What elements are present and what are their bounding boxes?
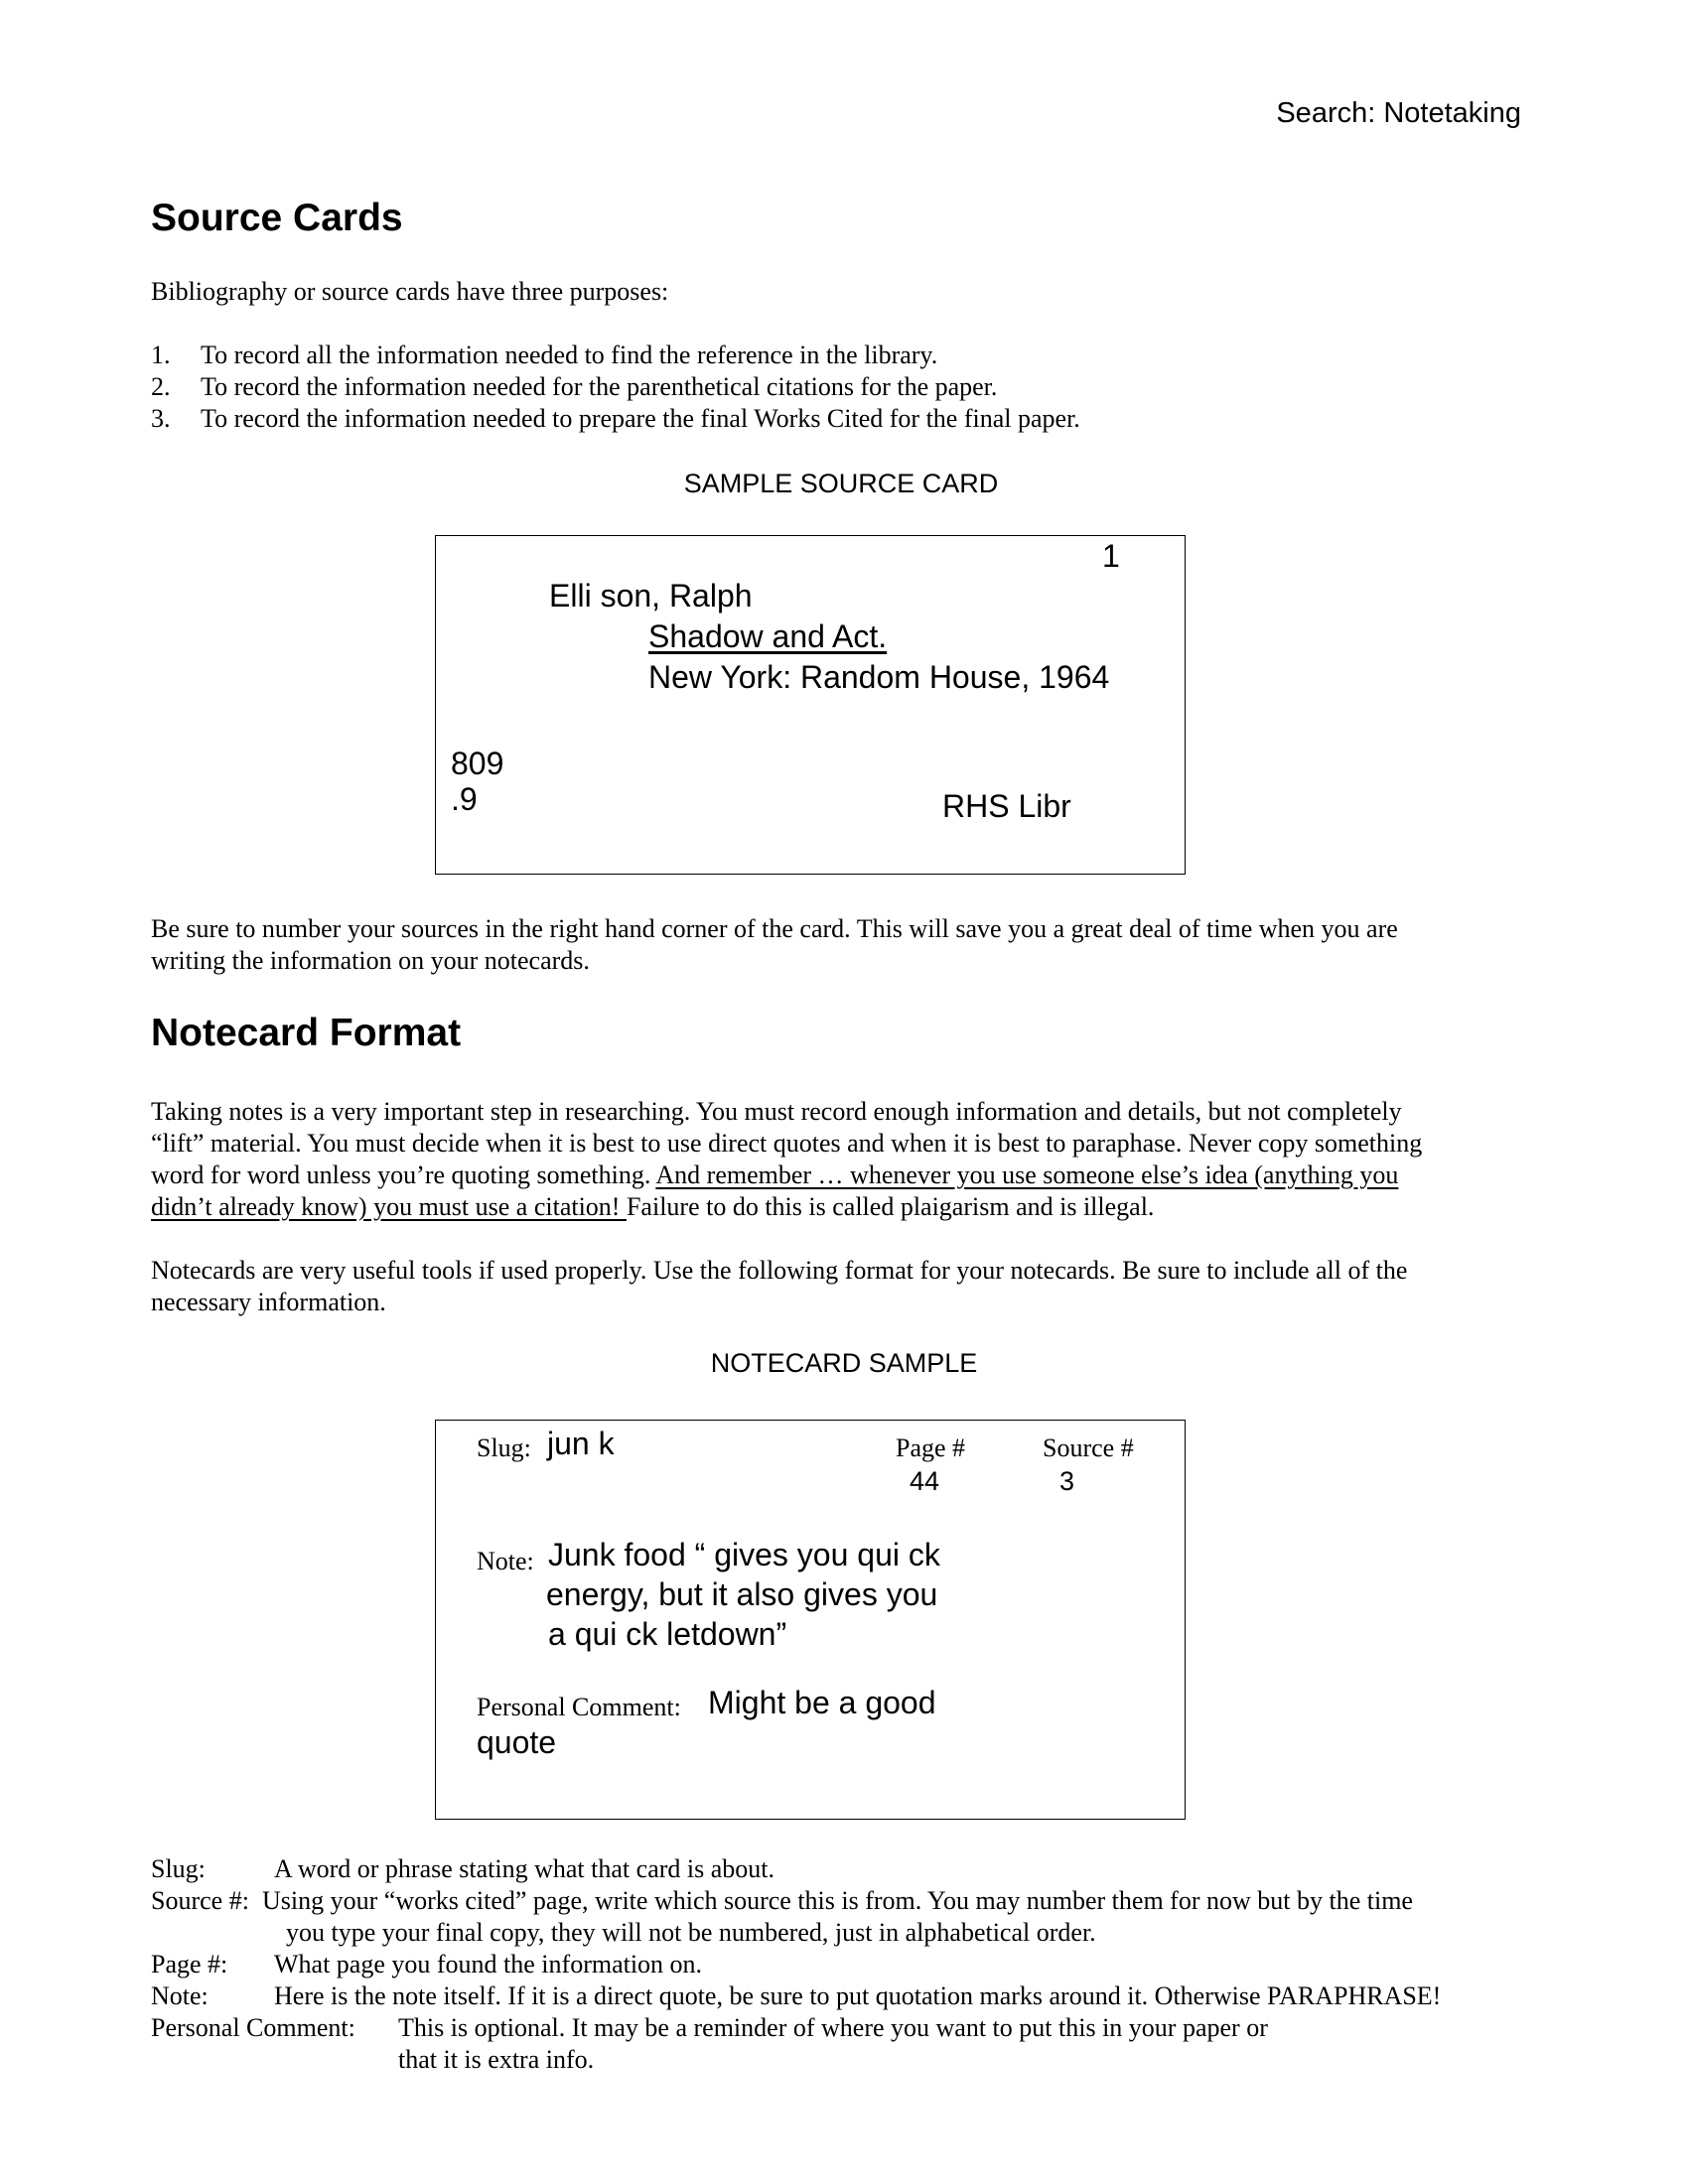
list-item [151, 403, 1541, 435]
list-text: To record the information needed to prepare the final Works Cited for the final paper. [201, 404, 1080, 433]
text-line: “lift” material. You must decide when it is best to use direct quotes and when it is best to paraphase. Never copy something [151, 1129, 1423, 1158]
definition-row [151, 1917, 1561, 1949]
taking-notes-paragraph [151, 1096, 1541, 1223]
definition-text: This is optional. It may be a reminder of where you want to put this in your paper or [398, 2013, 1268, 2042]
definition-label: Page #: [151, 1950, 228, 1979]
definition-row [151, 1853, 1561, 1885]
definition-label: Source #: [151, 1886, 249, 1915]
definition-text: Using your “works cited” page, write which source this is from. You may number them for now but by the time [262, 1886, 1413, 1915]
comment-line: Might be a good [708, 1685, 936, 1720]
definition-label: Note: [151, 1981, 209, 2010]
text-line: Taking notes is a very important step in researching. You must record enough information and details, but not completely [151, 1097, 1402, 1126]
text-line: necessary information. [151, 1288, 386, 1316]
definition-row [151, 1949, 1561, 1980]
card-author: Elli son, Ralph [549, 578, 753, 614]
slug-value: jun k [547, 1426, 615, 1461]
definition-row [151, 1980, 1561, 2012]
definition-row [151, 2012, 1561, 2044]
numbering-note [151, 913, 1541, 977]
note-label: Note: [477, 1547, 534, 1575]
note-line: energy, but it also gives you [546, 1576, 938, 1612]
section-heading-source-cards: Source Cards [151, 197, 403, 239]
page-value: 44 [910, 1466, 940, 1496]
comment-line: quote [477, 1724, 557, 1760]
definition-text: A word or phrase stating what that card is about. [274, 1854, 774, 1883]
field-definitions [151, 1853, 1561, 2076]
sample-source-card-caption: SAMPLE SOURCE CARD [683, 469, 999, 498]
underlined-warning: didn’t already know) you must use a citation! [151, 1192, 627, 1221]
list-text: To record all the information needed to find the reference in the library. [201, 341, 938, 369]
call-number-line1: 809 [451, 746, 504, 781]
library-location: RHS Libr [942, 788, 1071, 824]
list-item [151, 371, 1541, 403]
list-number: 1. [151, 341, 171, 369]
source-label: Source # [1043, 1433, 1134, 1462]
definition-row [151, 1885, 1561, 1917]
definition-text: What page you found the information on. [274, 1950, 703, 1979]
text-line: writing the information on your notecards. [151, 946, 590, 975]
note-line: a qui ck letdown” [548, 1616, 787, 1652]
definition-text: you type your final copy, they will not be numbered, just in alphabetical order. [286, 1918, 1096, 1947]
card-title: Shadow and Act. [648, 618, 888, 654]
underlined-warning: And remember … whenever you use someone else’s idea (anything you [655, 1160, 1399, 1189]
page-label: Page # [896, 1433, 966, 1462]
text-line [151, 1160, 1541, 1191]
source-number: 1 [1102, 538, 1120, 574]
list-item [151, 340, 1541, 371]
definition-text: that it is extra info. [398, 2045, 595, 2074]
text-run: Failure to do this is called plaigarism and is illegal. [626, 1192, 1155, 1221]
list-text: To record the information needed for the parenthetical citations for the paper. [201, 372, 998, 401]
sample-source-card [435, 535, 1186, 875]
source-value: 3 [1059, 1466, 1075, 1496]
search-label: Search: Notetaking [1276, 97, 1521, 129]
purposes-list [151, 340, 1541, 435]
list-number: 2. [151, 372, 171, 401]
definition-text: Here is the note itself. If it is a direct quote, be sure to put quotation marks around it. Otherwise PARAPHRASE! [274, 1981, 1442, 2010]
notecards-paragraph [151, 1255, 1541, 1318]
section-heading-notecard-format: Notecard Format [151, 1012, 462, 1054]
text-run: word for word unless you’re quoting something. [151, 1160, 656, 1189]
definition-label: Personal Comment: [151, 2013, 355, 2042]
personal-comment-label: Personal Comment: [477, 1693, 681, 1721]
definition-row [151, 2044, 1561, 2076]
definition-label: Slug: [151, 1854, 206, 1883]
note-line: Junk food “ gives you qui ck [548, 1537, 940, 1572]
slug-label: Slug: [477, 1433, 531, 1462]
call-number-line2: .9 [451, 781, 478, 817]
notecard-sample [435, 1420, 1186, 1820]
list-number: 3. [151, 404, 171, 433]
card-publisher: New York: Random House, 1964 [648, 659, 1110, 695]
source-cards-intro: Bibliography or source cards have three purposes: [151, 277, 669, 306]
text-line [151, 1191, 1541, 1223]
notecard-sample-caption: NOTECARD SAMPLE [710, 1348, 978, 1378]
text-line: Be sure to number your sources in the right hand corner of the card. This will save you a great deal of time when you are [151, 914, 1398, 943]
text-line: Notecards are very useful tools if used properly. Use the following format for your notecards. Be sure to include all of the [151, 1256, 1408, 1285]
